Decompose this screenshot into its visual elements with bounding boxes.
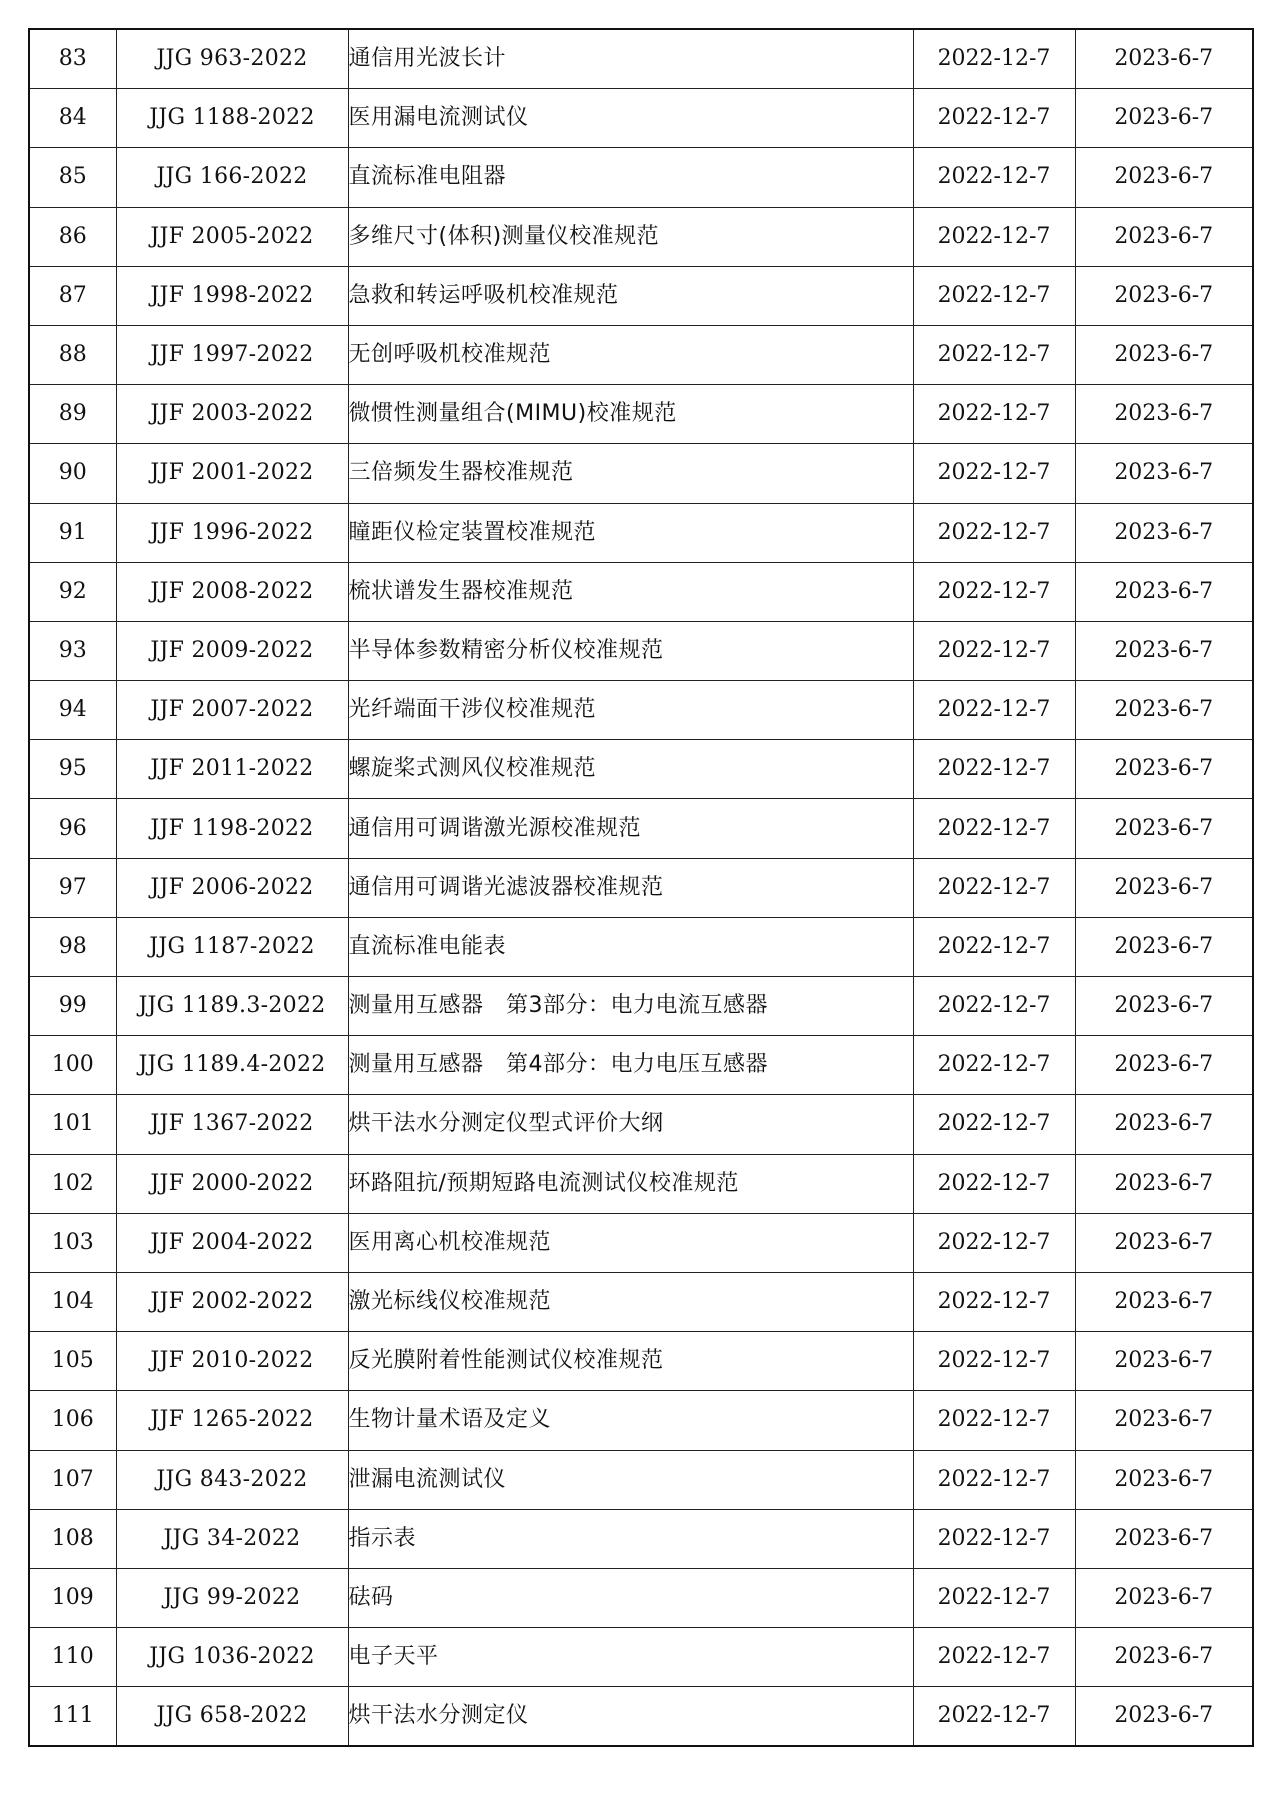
row-number: 102 bbox=[29, 1154, 116, 1213]
publish-date: 2022-12-7 bbox=[913, 562, 1075, 621]
standard-name: 微惯性测量组合(MIMU)校准规范 bbox=[348, 385, 913, 444]
standard-name: 无创呼吸机校准规范 bbox=[348, 325, 913, 384]
implement-date: 2023-6-7 bbox=[1075, 444, 1253, 503]
table-row bbox=[29, 621, 1253, 680]
standard-name: 反光膜附着性能测试仪校准规范 bbox=[348, 1332, 913, 1391]
publish-date: 2022-12-7 bbox=[913, 1095, 1075, 1154]
row-number: 84 bbox=[29, 89, 116, 148]
table-row bbox=[29, 1687, 1253, 1747]
implement-date: 2023-6-7 bbox=[1075, 325, 1253, 384]
row-number: 104 bbox=[29, 1272, 116, 1331]
implement-date: 2023-6-7 bbox=[1075, 1213, 1253, 1272]
table-row bbox=[29, 148, 1253, 207]
standard-name: 生物计量术语及定义 bbox=[348, 1391, 913, 1450]
implement-date: 2023-6-7 bbox=[1075, 1272, 1253, 1331]
standard-name: 通信用可调谐光滤波器校准规范 bbox=[348, 858, 913, 917]
standard-name: 测量用互感器 第3部分：电力电流互感器 bbox=[348, 977, 913, 1036]
standard-name: 急救和转运呼吸机校准规范 bbox=[348, 266, 913, 325]
publish-date: 2022-12-7 bbox=[913, 444, 1075, 503]
standard-code: JJF 1997-2022 bbox=[116, 325, 348, 384]
standard-code: JJG 1189.3-2022 bbox=[116, 977, 348, 1036]
row-number: 97 bbox=[29, 858, 116, 917]
standard-name: 光纤端面干涉仪校准规范 bbox=[348, 681, 913, 740]
standard-name: 环路阻抗/预期短路电流测试仪校准规范 bbox=[348, 1154, 913, 1213]
implement-date: 2023-6-7 bbox=[1075, 917, 1253, 976]
standard-name: 泄漏电流测试仪 bbox=[348, 1450, 913, 1509]
standard-code: JJF 1367-2022 bbox=[116, 1095, 348, 1154]
table-row bbox=[29, 1272, 1253, 1331]
row-number: 95 bbox=[29, 740, 116, 799]
table-row bbox=[29, 740, 1253, 799]
publish-date: 2022-12-7 bbox=[913, 799, 1075, 858]
table-row bbox=[29, 562, 1253, 621]
implement-date: 2023-6-7 bbox=[1075, 503, 1253, 562]
row-number: 109 bbox=[29, 1568, 116, 1627]
table-row bbox=[29, 385, 1253, 444]
standard-name: 半导体参数精密分析仪校准规范 bbox=[348, 621, 913, 680]
implement-date: 2023-6-7 bbox=[1075, 1154, 1253, 1213]
standard-name: 指示表 bbox=[348, 1509, 913, 1568]
standard-name: 烘干法水分测定仪 bbox=[348, 1687, 913, 1747]
table-row bbox=[29, 266, 1253, 325]
row-number: 108 bbox=[29, 1509, 116, 1568]
standard-code: JJF 2002-2022 bbox=[116, 1272, 348, 1331]
publish-date: 2022-12-7 bbox=[913, 1509, 1075, 1568]
standard-code: JJF 2001-2022 bbox=[116, 444, 348, 503]
implement-date: 2023-6-7 bbox=[1075, 1628, 1253, 1687]
publish-date: 2022-12-7 bbox=[913, 681, 1075, 740]
publish-date: 2022-12-7 bbox=[913, 621, 1075, 680]
table-row bbox=[29, 207, 1253, 266]
table-row bbox=[29, 1568, 1253, 1627]
row-number: 86 bbox=[29, 207, 116, 266]
publish-date: 2022-12-7 bbox=[913, 858, 1075, 917]
standard-name: 医用离心机校准规范 bbox=[348, 1213, 913, 1272]
standard-name: 三倍频发生器校准规范 bbox=[348, 444, 913, 503]
publish-date: 2022-12-7 bbox=[913, 977, 1075, 1036]
table-row bbox=[29, 1391, 1253, 1450]
row-number: 89 bbox=[29, 385, 116, 444]
standards-table-body bbox=[29, 29, 1253, 1746]
row-number: 94 bbox=[29, 681, 116, 740]
standard-name: 直流标准电阻器 bbox=[348, 148, 913, 207]
implement-date: 2023-6-7 bbox=[1075, 799, 1253, 858]
implement-date: 2023-6-7 bbox=[1075, 1687, 1253, 1747]
table-row bbox=[29, 503, 1253, 562]
standard-name: 梳状谱发生器校准规范 bbox=[348, 562, 913, 621]
standard-code: JJG 1187-2022 bbox=[116, 917, 348, 976]
row-number: 99 bbox=[29, 977, 116, 1036]
row-number: 100 bbox=[29, 1036, 116, 1095]
table-row bbox=[29, 1036, 1253, 1095]
row-number: 91 bbox=[29, 503, 116, 562]
standard-code: JJG 1188-2022 bbox=[116, 89, 348, 148]
table-row bbox=[29, 1509, 1253, 1568]
standard-code: JJG 963-2022 bbox=[116, 29, 348, 89]
table-row bbox=[29, 1450, 1253, 1509]
standard-name: 砝码 bbox=[348, 1568, 913, 1627]
row-number: 98 bbox=[29, 917, 116, 976]
standard-code: JJG 843-2022 bbox=[116, 1450, 348, 1509]
row-number: 92 bbox=[29, 562, 116, 621]
standard-name: 通信用光波长计 bbox=[348, 29, 913, 89]
row-number: 111 bbox=[29, 1687, 116, 1747]
implement-date: 2023-6-7 bbox=[1075, 266, 1253, 325]
row-number: 87 bbox=[29, 266, 116, 325]
row-number: 96 bbox=[29, 799, 116, 858]
publish-date: 2022-12-7 bbox=[913, 1628, 1075, 1687]
row-number: 106 bbox=[29, 1391, 116, 1450]
implement-date: 2023-6-7 bbox=[1075, 29, 1253, 89]
standard-code: JJF 1265-2022 bbox=[116, 1391, 348, 1450]
row-number: 105 bbox=[29, 1332, 116, 1391]
table-row bbox=[29, 977, 1253, 1036]
publish-date: 2022-12-7 bbox=[913, 503, 1075, 562]
standard-code: JJF 2006-2022 bbox=[116, 858, 348, 917]
publish-date: 2022-12-7 bbox=[913, 1332, 1075, 1391]
implement-date: 2023-6-7 bbox=[1075, 621, 1253, 680]
publish-date: 2022-12-7 bbox=[913, 207, 1075, 266]
row-number: 103 bbox=[29, 1213, 116, 1272]
standard-name: 医用漏电流测试仪 bbox=[348, 89, 913, 148]
standard-name: 多维尺寸(体积)测量仪校准规范 bbox=[348, 207, 913, 266]
table-row bbox=[29, 444, 1253, 503]
standard-code: JJF 1996-2022 bbox=[116, 503, 348, 562]
table-row bbox=[29, 1628, 1253, 1687]
table-row bbox=[29, 681, 1253, 740]
implement-date: 2023-6-7 bbox=[1075, 148, 1253, 207]
standard-name: 瞳距仪检定装置校准规范 bbox=[348, 503, 913, 562]
implement-date: 2023-6-7 bbox=[1075, 1568, 1253, 1627]
row-number: 101 bbox=[29, 1095, 116, 1154]
row-number: 88 bbox=[29, 325, 116, 384]
row-number: 83 bbox=[29, 29, 116, 89]
implement-date: 2023-6-7 bbox=[1075, 89, 1253, 148]
standard-name: 通信用可调谐激光源校准规范 bbox=[348, 799, 913, 858]
standard-code: JJG 34-2022 bbox=[116, 1509, 348, 1568]
row-number: 85 bbox=[29, 148, 116, 207]
implement-date: 2023-6-7 bbox=[1075, 1095, 1253, 1154]
implement-date: 2023-6-7 bbox=[1075, 858, 1253, 917]
standard-code: JJG 166-2022 bbox=[116, 148, 348, 207]
publish-date: 2022-12-7 bbox=[913, 1036, 1075, 1095]
table-row bbox=[29, 89, 1253, 148]
publish-date: 2022-12-7 bbox=[913, 89, 1075, 148]
publish-date: 2022-12-7 bbox=[913, 1568, 1075, 1627]
row-number: 110 bbox=[29, 1628, 116, 1687]
publish-date: 2022-12-7 bbox=[913, 1213, 1075, 1272]
standard-code: JJG 1189.4-2022 bbox=[116, 1036, 348, 1095]
publish-date: 2022-12-7 bbox=[913, 1154, 1075, 1213]
standard-code: JJF 1998-2022 bbox=[116, 266, 348, 325]
standard-code: JJF 2004-2022 bbox=[116, 1213, 348, 1272]
publish-date: 2022-12-7 bbox=[913, 740, 1075, 799]
implement-date: 2023-6-7 bbox=[1075, 740, 1253, 799]
table-row bbox=[29, 1095, 1253, 1154]
table-row bbox=[29, 917, 1253, 976]
implement-date: 2023-6-7 bbox=[1075, 1332, 1253, 1391]
standard-code: JJF 1198-2022 bbox=[116, 799, 348, 858]
implement-date: 2023-6-7 bbox=[1075, 977, 1253, 1036]
publish-date: 2022-12-7 bbox=[913, 148, 1075, 207]
implement-date: 2023-6-7 bbox=[1075, 681, 1253, 740]
row-number: 107 bbox=[29, 1450, 116, 1509]
publish-date: 2022-12-7 bbox=[913, 29, 1075, 89]
publish-date: 2022-12-7 bbox=[913, 385, 1075, 444]
row-number: 90 bbox=[29, 444, 116, 503]
publish-date: 2022-12-7 bbox=[913, 325, 1075, 384]
publish-date: 2022-12-7 bbox=[913, 1391, 1075, 1450]
publish-date: 2022-12-7 bbox=[913, 266, 1075, 325]
standard-code: JJF 2008-2022 bbox=[116, 562, 348, 621]
publish-date: 2022-12-7 bbox=[913, 1687, 1075, 1747]
table-row bbox=[29, 799, 1253, 858]
standard-name: 直流标准电能表 bbox=[348, 917, 913, 976]
table-row bbox=[29, 325, 1253, 384]
standard-code: JJG 99-2022 bbox=[116, 1568, 348, 1627]
implement-date: 2023-6-7 bbox=[1075, 385, 1253, 444]
standard-name: 激光标线仪校准规范 bbox=[348, 1272, 913, 1331]
publish-date: 2022-12-7 bbox=[913, 1272, 1075, 1331]
implement-date: 2023-6-7 bbox=[1075, 1509, 1253, 1568]
standard-name: 电子天平 bbox=[348, 1628, 913, 1687]
standard-name: 测量用互感器 第4部分：电力电压互感器 bbox=[348, 1036, 913, 1095]
standards-table bbox=[28, 28, 1254, 1747]
standard-code: JJF 2005-2022 bbox=[116, 207, 348, 266]
standard-code: JJF 2010-2022 bbox=[116, 1332, 348, 1391]
table-row bbox=[29, 1154, 1253, 1213]
publish-date: 2022-12-7 bbox=[913, 1450, 1075, 1509]
table-row bbox=[29, 1332, 1253, 1391]
table-row bbox=[29, 29, 1253, 89]
standard-code: JJF 2011-2022 bbox=[116, 740, 348, 799]
standard-code: JJF 2000-2022 bbox=[116, 1154, 348, 1213]
implement-date: 2023-6-7 bbox=[1075, 207, 1253, 266]
standard-name: 螺旋桨式测风仪校准规范 bbox=[348, 740, 913, 799]
standard-name: 烘干法水分测定仪型式评价大纲 bbox=[348, 1095, 913, 1154]
row-number: 93 bbox=[29, 621, 116, 680]
standard-code: JJF 2009-2022 bbox=[116, 621, 348, 680]
implement-date: 2023-6-7 bbox=[1075, 1450, 1253, 1509]
standard-code: JJF 2007-2022 bbox=[116, 681, 348, 740]
table-row bbox=[29, 858, 1253, 917]
implement-date: 2023-6-7 bbox=[1075, 1391, 1253, 1450]
standard-code: JJF 2003-2022 bbox=[116, 385, 348, 444]
publish-date: 2022-12-7 bbox=[913, 917, 1075, 976]
standard-code: JJG 1036-2022 bbox=[116, 1628, 348, 1687]
standard-code: JJG 658-2022 bbox=[116, 1687, 348, 1747]
implement-date: 2023-6-7 bbox=[1075, 562, 1253, 621]
implement-date: 2023-6-7 bbox=[1075, 1036, 1253, 1095]
table-row bbox=[29, 1213, 1253, 1272]
